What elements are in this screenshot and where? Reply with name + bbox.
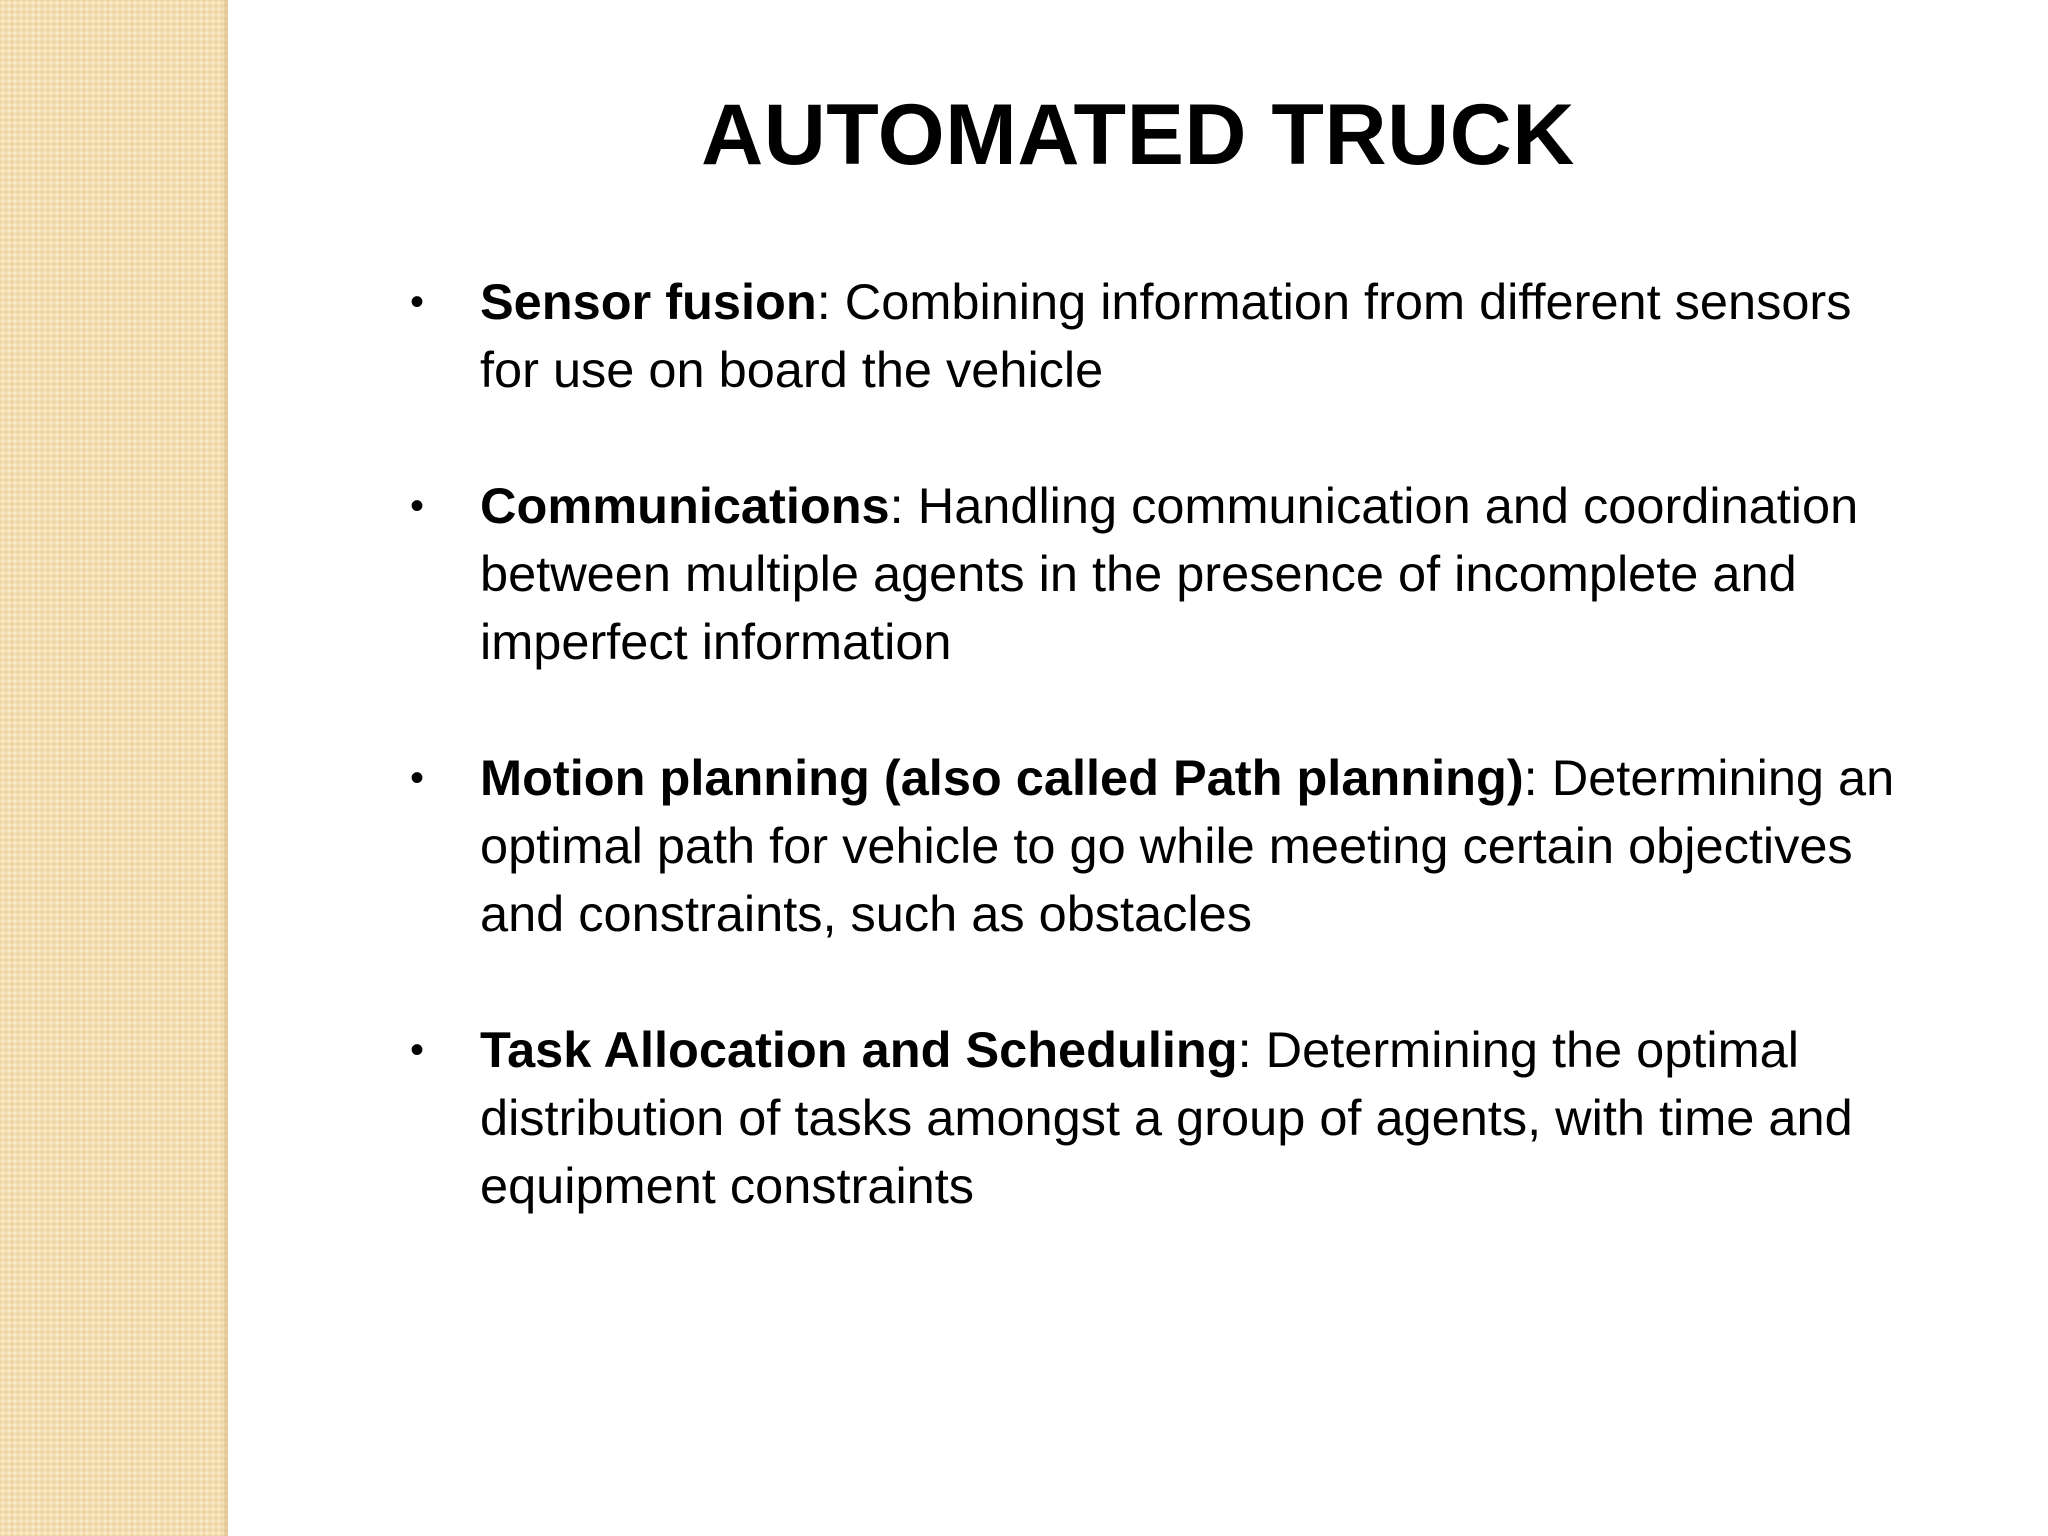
bullet-item-communications: [402, 472, 1922, 676]
bullet-icon: •: [409, 1028, 424, 1072]
slide-title: AUTOMATED TRUCK: [701, 87, 1575, 183]
bullet-icon: •: [409, 756, 424, 800]
bullet-description: Handling communication and coordination between multiple agents in the presence of incomplete and imperfect information: [480, 477, 1859, 670]
bullet-term: Task Allocation and Scheduling: [480, 1021, 1238, 1078]
bullet-term: Sensor fusion: [480, 273, 817, 330]
bullet-list: [402, 268, 1922, 1220]
bullet-description: Determining the optimal distribution of tasks amongst a group of agents, with time and equipment constraints: [480, 1021, 1853, 1214]
bullet-item-task-allocation: [402, 1016, 1922, 1220]
bullet-term: Motion planning (also called Path planning): [480, 749, 1524, 806]
bullet-separator: :: [816, 273, 831, 330]
bullet-separator: :: [1237, 1021, 1252, 1078]
bullet-separator: :: [889, 477, 904, 534]
decorative-side-strip: [0, 0, 228, 1536]
bullet-separator: :: [1523, 749, 1538, 806]
bullet-item-sensor-fusion: [402, 268, 1922, 404]
bullet-icon: •: [409, 280, 424, 324]
bullet-icon: •: [409, 484, 424, 528]
bullet-term: Communications: [480, 477, 890, 534]
bullet-description: Combining information from different sensors for use on board the vehicle: [480, 273, 1852, 398]
bullet-item-motion-planning: [402, 744, 1922, 948]
bullet-description: Determining an optimal path for vehicle to go while meeting certain objectives and constraints, such as obstacles: [480, 749, 1895, 942]
